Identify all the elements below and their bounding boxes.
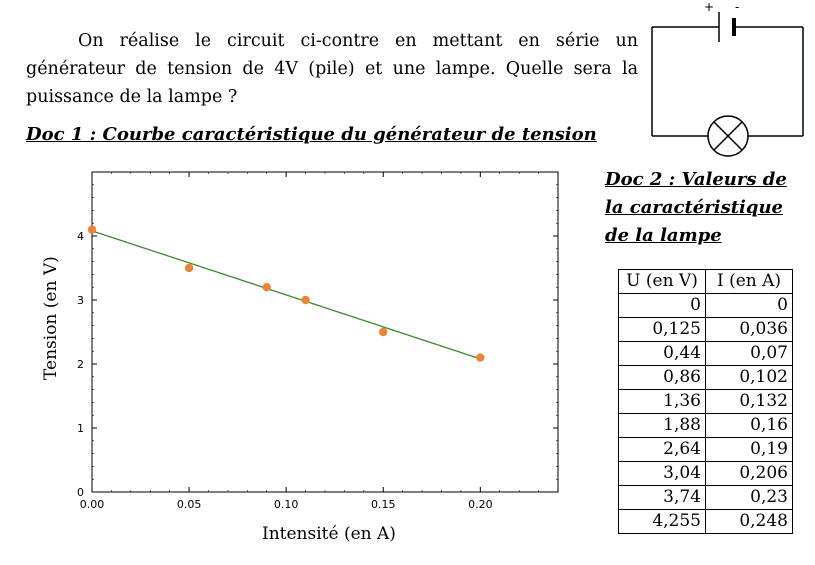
table-row: [619, 342, 793, 366]
cell-u: 1,88: [619, 414, 706, 438]
table-row: [619, 510, 793, 534]
data-point: [301, 296, 309, 304]
table-row: [619, 366, 793, 390]
data-point: [379, 328, 387, 336]
cell-i: 0,248: [706, 510, 793, 534]
data-point: [476, 353, 484, 361]
data-point: [88, 225, 96, 233]
x-tick-label: 0.10: [273, 498, 299, 511]
table-row: [619, 486, 793, 510]
cell-i: 0,16: [706, 414, 793, 438]
battery-plus-label: +: [704, 0, 715, 14]
cell-i: 0,19: [706, 438, 793, 462]
table-row: [619, 390, 793, 414]
table-row: [619, 318, 793, 342]
cell-u: 0,86: [619, 366, 706, 390]
y-tick-label: 4: [77, 230, 84, 243]
data-point: [263, 283, 271, 291]
x-axis-label: Intensité (en A): [262, 524, 396, 544]
plot-frame: [92, 172, 558, 492]
y-tick-label: 3: [77, 294, 84, 307]
table-row: [619, 414, 793, 438]
data-point: [185, 264, 193, 272]
header-i: I (en A): [706, 270, 793, 294]
x-tick-label: 0.05: [176, 498, 202, 511]
table-row: [619, 294, 793, 318]
y-tick-label: 2: [77, 358, 84, 371]
cell-u: 0,125: [619, 318, 706, 342]
doc1-title: Doc 1 : Courbe caractéristique du générateur de tension: [26, 124, 597, 145]
cell-u: 2,64: [619, 438, 706, 462]
table-row: [619, 438, 793, 462]
battery-minus-label: -: [735, 0, 740, 14]
table-row: [619, 462, 793, 486]
problem-text: On réalise le circuit ci-contre en mettant en série un générateur de tension de 4V (pile) et une lampe. Quelle sera la puissance de la lampe ?: [26, 31, 638, 107]
doc2-title: Doc 2 : Valeurs de la caractéristique de la lampe: [605, 169, 787, 246]
cell-u: 4,255: [619, 510, 706, 534]
cell-i: 0,206: [706, 462, 793, 486]
cell-u: 3,04: [619, 462, 706, 486]
x-tick-label: 0.15: [371, 498, 396, 511]
cell-i: 0,23: [706, 486, 793, 510]
cell-i: 0: [706, 294, 793, 318]
cell-i: 0,036: [706, 318, 793, 342]
y-tick-label: 0: [77, 486, 84, 499]
cell-i: 0,07: [706, 342, 793, 366]
x-tick-label: 0.20: [468, 498, 493, 511]
lamp-values-table: [618, 269, 793, 534]
y-axis-label: Tension (en V): [41, 256, 61, 380]
cell-u: 0: [619, 294, 706, 318]
cell-i: 0,132: [706, 390, 793, 414]
header-u: U (en V): [619, 270, 706, 294]
cell-u: 0,44: [619, 342, 706, 366]
cell-u: 3,74: [619, 486, 706, 510]
y-tick-label: 1: [77, 422, 84, 435]
x-tick-label: 0.00: [79, 498, 105, 511]
table-header-row: [619, 270, 793, 294]
cell-i: 0,102: [706, 366, 793, 390]
cell-u: 1,36: [619, 390, 706, 414]
table-body: [619, 294, 793, 534]
fit-line: [92, 231, 480, 359]
